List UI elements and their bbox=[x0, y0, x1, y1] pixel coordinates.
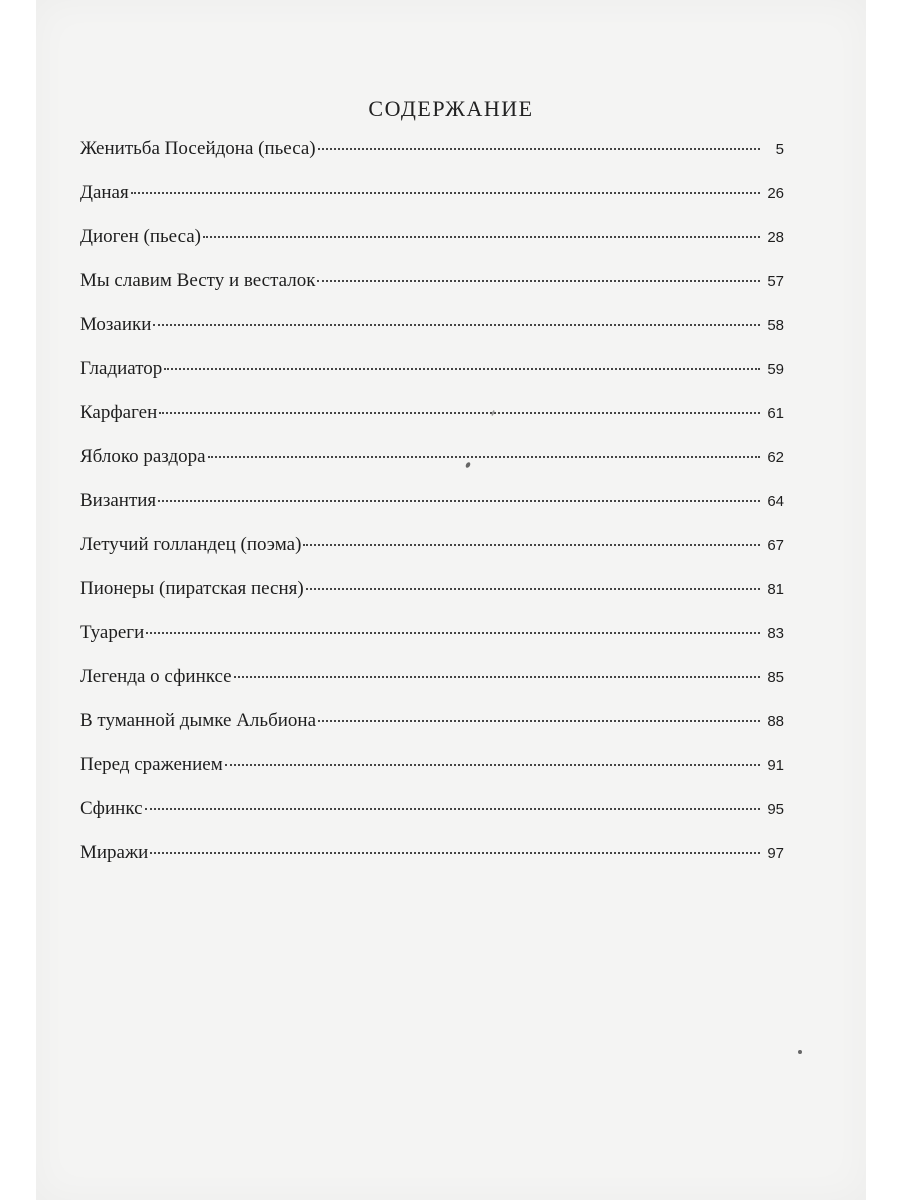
toc-entry-page: 59 bbox=[767, 361, 784, 378]
toc-entry-title: Перед сражением bbox=[80, 754, 223, 775]
toc-entry-page: 95 bbox=[767, 801, 784, 818]
toc-entry-page: 26 bbox=[767, 185, 784, 202]
toc-entry bbox=[80, 402, 784, 432]
toc-entry bbox=[80, 138, 784, 168]
toc-entry bbox=[80, 446, 784, 476]
toc-entry-page: 28 bbox=[767, 229, 784, 246]
toc-entry bbox=[80, 270, 784, 300]
toc-entry-title: Летучий голландец (поэма) bbox=[80, 534, 302, 555]
toc-entry-page: 91 bbox=[767, 757, 784, 774]
toc-entry bbox=[80, 798, 784, 828]
toc-entry-title: В туманной дымке Альбиона bbox=[80, 710, 317, 731]
toc-entry-page: 81 bbox=[767, 581, 784, 598]
dot-leader bbox=[318, 720, 760, 722]
dot-leader bbox=[203, 236, 760, 238]
toc-entry-page: 61 bbox=[767, 405, 784, 422]
contents-heading: СОДЕРЖАНИЕ bbox=[368, 96, 534, 121]
dot-leader bbox=[225, 764, 760, 766]
dot-leader bbox=[318, 148, 760, 150]
dot-leader bbox=[146, 632, 760, 634]
print-speck bbox=[798, 1050, 802, 1054]
toc-entry bbox=[80, 314, 784, 344]
toc-entry-page: 97 bbox=[767, 845, 784, 862]
toc-entry-title: Диоген (пьеса) bbox=[80, 226, 202, 247]
dot-leader bbox=[131, 192, 760, 194]
dot-leader bbox=[208, 456, 760, 458]
toc-entry-title: Миражи bbox=[80, 842, 149, 863]
toc-entry-title: Гладиатор bbox=[80, 358, 163, 379]
toc-entry-page: 5 bbox=[775, 141, 784, 158]
toc-entry bbox=[80, 226, 784, 256]
toc-entry bbox=[80, 358, 784, 388]
toc-entry-page: 88 bbox=[767, 713, 784, 730]
toc-entry bbox=[80, 842, 784, 872]
toc-entry-title: Даная bbox=[80, 182, 129, 203]
toc-entry bbox=[80, 710, 784, 740]
dot-leader bbox=[303, 544, 760, 546]
toc-entry-page: 64 bbox=[767, 493, 784, 510]
dot-leader bbox=[159, 412, 760, 414]
toc-entry-title: Мы славим Весту и весталок bbox=[80, 270, 316, 291]
toc-entry-title: Карфаген bbox=[80, 402, 158, 423]
toc-entry bbox=[80, 182, 784, 212]
toc-entry-title: Легенда о сфинксе bbox=[80, 666, 232, 687]
toc-entry-title: Сфинкс bbox=[80, 798, 143, 819]
toc-entry-title: Византия bbox=[80, 490, 157, 511]
toc-entry bbox=[80, 622, 784, 652]
toc-entry-page: 67 bbox=[767, 537, 784, 554]
dot-leader bbox=[164, 368, 760, 370]
toc-entry-page: 85 bbox=[767, 669, 784, 686]
toc-entry-page: 57 bbox=[767, 273, 784, 290]
toc-entry-title: Женитьба Посейдона (пьеса) bbox=[80, 138, 316, 159]
toc-entry-page: 62 bbox=[767, 449, 784, 466]
toc-entry bbox=[80, 490, 784, 520]
dot-leader bbox=[158, 500, 760, 502]
dot-leader bbox=[317, 280, 760, 282]
toc-entry bbox=[80, 666, 784, 696]
toc-entry-title: Туареги bbox=[80, 622, 145, 643]
toc-entry bbox=[80, 534, 784, 564]
toc-entry bbox=[80, 578, 784, 608]
toc-entry-title: Мозаики bbox=[80, 314, 152, 335]
dot-leader bbox=[145, 808, 760, 810]
toc-entry-title: Яблоко раздора bbox=[80, 446, 206, 467]
dot-leader bbox=[150, 852, 760, 854]
toc-entry-page: 83 bbox=[767, 625, 784, 642]
dot-leader bbox=[153, 324, 760, 326]
book-page bbox=[36, 0, 866, 1200]
dot-leader bbox=[234, 676, 760, 678]
dot-leader bbox=[306, 588, 760, 590]
toc-entry-page: 58 bbox=[767, 317, 784, 334]
toc-entry-title: Пионеры (пиратская песня) bbox=[80, 578, 304, 599]
toc-entry bbox=[80, 754, 784, 784]
